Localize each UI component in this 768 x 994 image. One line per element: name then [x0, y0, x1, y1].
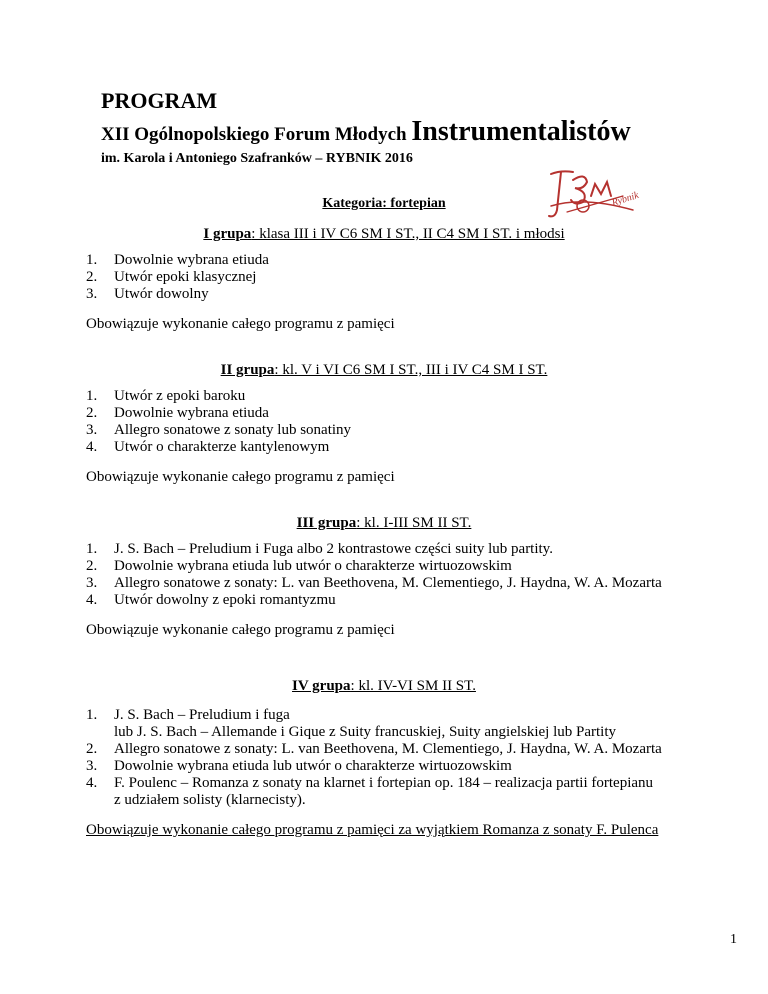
- group-name: III grupa: [296, 515, 357, 531]
- list-item: 3. Dowolnie wybrana etiuda lub utwór o charakterze wirtuozowskim: [86, 758, 512, 774]
- tagline: im. Karola i Antoniego Szafranków – RYBNIK 2016: [101, 151, 413, 166]
- group-desc: : kl. IV-VI SM II ST.: [350, 678, 476, 694]
- list-item: 4. F. Poulenc – Romanza z sonaty na klarnet i fortepian op. 184 – realizacja partii fortepianu z udziałem solisty (klarnecisty).: [86, 775, 654, 808]
- group-2-heading: [0, 362, 768, 379]
- list-item: 2. Allegro sonatowe z sonaty: L. van Beethovena, M. Clementiego, J. Haydna, W. A. Mozarta: [86, 741, 662, 757]
- group-desc: : kl. V i VI C6 SM I ST., III i IV C4 SM I ST.: [274, 362, 548, 378]
- group-3-list: [86, 541, 662, 609]
- list-item: 3. Allegro sonatowe z sonaty: L. van Beethovena, M. Clementiego, J. Haydna, W. A. Mozarta: [86, 575, 662, 591]
- list-item: 3. Allegro sonatowe z sonaty lub sonatiny: [86, 422, 352, 438]
- list-item: 1. J. S. Bach – Preludium i fuga lub J. S. Bach – Allemande i Gique z Suity francuskiej, Suity angielskiej lub Partity: [86, 707, 617, 740]
- group-4-list: [86, 707, 662, 809]
- festival-logo-image: [543, 166, 653, 224]
- page-title: PROGRAM: [101, 88, 218, 113]
- subtitle: [101, 116, 631, 148]
- group-2-list: [86, 388, 351, 456]
- group-3-note: Obowiązuje wykonanie całego programu z pamięci: [86, 622, 395, 638]
- list-item: 3. Utwór dowolny: [86, 286, 209, 302]
- group-desc: : klasa III i IV C6 SM I ST., II C4 SM I ST. i młodsi: [251, 226, 565, 242]
- list-item: 2. Dowolnie wybrana etiuda: [86, 405, 269, 421]
- group-1-heading: [0, 226, 768, 243]
- category-heading: Kategoria: fortepian: [322, 196, 446, 211]
- logo-text: Rybnik: [610, 189, 641, 209]
- group-1-list: [86, 252, 269, 303]
- group-name: II grupa: [220, 362, 275, 378]
- list-item: 2. Dowolnie wybrana etiuda lub utwór o charakterze wirtuozowskim: [86, 558, 512, 574]
- subtitle-part1: XII Ogólnopolskiego Forum Młodych: [101, 124, 407, 145]
- list-item: 1. Dowolnie wybrana etiuda: [86, 252, 269, 268]
- page-number: 1: [730, 932, 737, 947]
- list-item: 4. Utwór dowolny z epoki romantyzmu: [86, 592, 336, 608]
- group-1-note: Obowiązuje wykonanie całego programu z pamięci: [86, 316, 395, 332]
- subtitle-part2: Instrumentalistów: [411, 116, 631, 147]
- group-4-heading: [0, 678, 768, 695]
- list-item: 4. Utwór o charakterze kantylenowym: [86, 439, 330, 455]
- group-2-note: Obowiązuje wykonanie całego programu z pamięci: [86, 469, 395, 485]
- group-name: I grupa: [203, 226, 252, 242]
- list-item: 2. Utwór epoki klasycznej: [86, 269, 257, 285]
- group-name: IV grupa: [292, 678, 351, 694]
- list-item: 1. J. S. Bach – Preludium i Fuga albo 2 kontrastowe części suity lub partity.: [86, 541, 553, 557]
- list-item: 1. Utwór z epoki baroku: [86, 388, 246, 404]
- group-4-note: Obowiązuje wykonanie całego programu z pamięci za wyjątkiem Romanza z sonaty F. Pulenca: [86, 822, 659, 838]
- group-desc: : kl. I-III SM II ST.: [356, 515, 472, 531]
- group-3-heading: [0, 515, 768, 532]
